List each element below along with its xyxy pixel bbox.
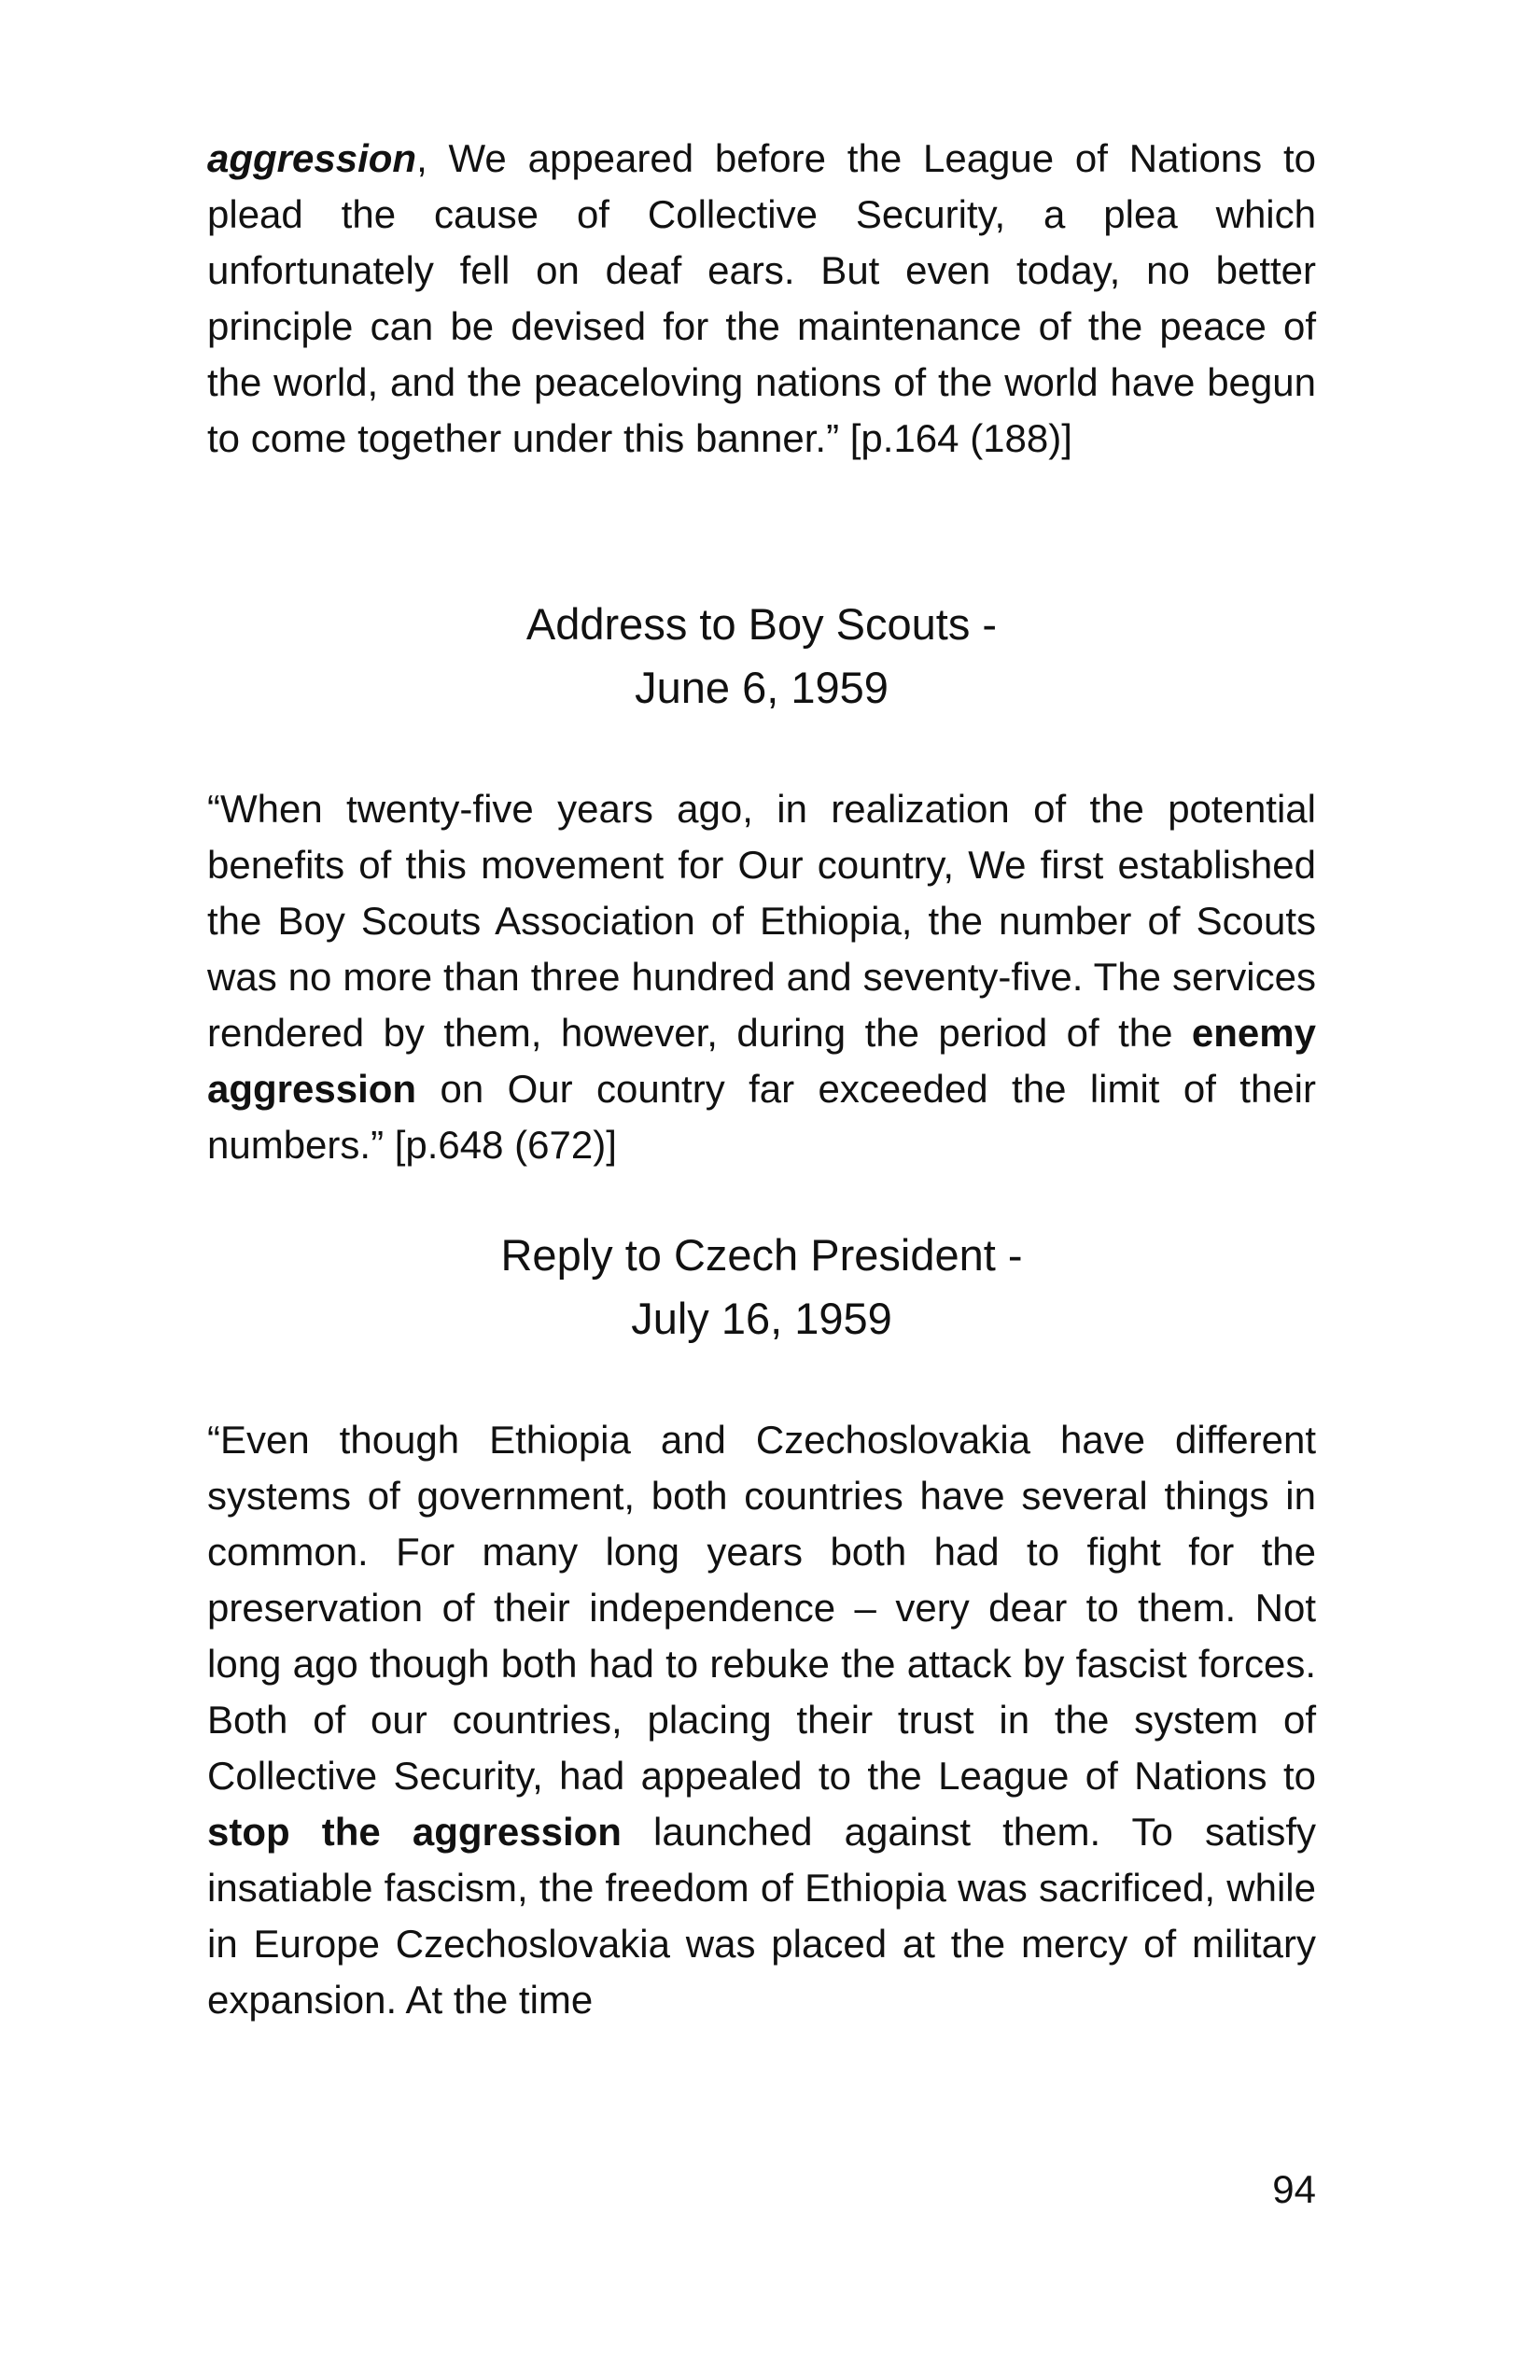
paragraph-text: on Our country far exceeded the limit of their numbers.” [p.648 (672)] (207, 1067, 1316, 1167)
emphasis-enemy-aggression: enemy aggression (207, 1011, 1316, 1111)
heading-title: Address to Boy Scouts - (525, 599, 998, 649)
section-heading-czech-president (207, 1224, 1316, 1351)
heading-title: Reply to Czech President - (500, 1230, 1023, 1280)
paragraph-text: , We appeared before the League of Nations to plead the cause of Collective Security, a plea which unfortunately fell on deaf ears. But even today, no better principle can be devised for the maintenance of the peace of the world, and the peaceloving nations of the world have begun to come together under this banner.” [p.164 (188)] (207, 136, 1316, 460)
page-content (207, 131, 1316, 2028)
paragraph-czech-president (207, 1412, 1316, 2028)
page-number: 94 (1272, 2167, 1316, 2211)
paragraph-boy-scouts (207, 781, 1316, 1173)
paragraph-text: “When twenty-five years ago, in realization of the potential benefits of this movement for Our country, We first established the Boy Scouts Association of Ethiopia, the number of Scouts was no more than three hundred and seventy-five. The services rendered by them, however, during the period of the (207, 787, 1316, 1055)
emphasis-stop-the-aggression: stop the aggression (207, 1810, 622, 1854)
heading-date: July 16, 1959 (631, 1294, 892, 1343)
paragraph-text: launched against them. To satisfy insatiable fascism, the freedom of Ethiopia was sacrificed, while in Europe Czechoslovakia was placed at the mercy of military expansion. At the time (207, 1810, 1316, 2022)
paragraph-text: “Even though Ethiopia and Czechoslovakia have different systems of government, both countries have several things in common. For many long years both had to fight for the preservation of their independence – very dear to them. Not long ago though both had to rebuke the attack by fascist forces. Both of our countries, placing their trust in the system of Collective Security, had appealed to the League of Nations to (207, 1418, 1316, 1798)
section-heading-boy-scouts (207, 593, 1316, 720)
emphasis-aggression: aggression (207, 136, 417, 180)
paragraph-league-of-nations (207, 131, 1316, 467)
heading-date: June 6, 1959 (635, 663, 889, 712)
